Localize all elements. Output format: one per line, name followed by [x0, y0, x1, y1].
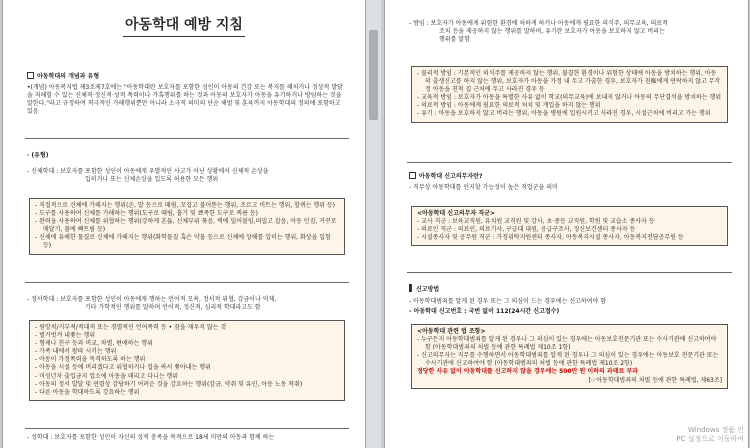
law-box-title: <아동학대 관련 법 조항>	[417, 328, 486, 335]
emotional-abuse-definition: - 정서학대 : 보호자를 포함한 성인이 아동에게 행하는 언어적 모욕, 정서적 위협, 감금이나 억제, 기타 가학적인 행위를 말하며 언어적, 정신적, 심리적 학대라고도 함	[27, 296, 277, 312]
document-title: 아동학대 예방 지침	[125, 17, 243, 33]
divider	[407, 272, 732, 273]
law-box	[411, 324, 728, 389]
physical-abuse-box	[29, 198, 345, 255]
list-item: - 벌거벗겨 내쫓는 행위	[35, 332, 96, 340]
list-item: - 신고의무자는 직무를 수행하면서 아동학대범죄를 알게 된 경우나 그 의심이 있는 경우에는 아동보호 전문기관 또는 수사기관에 신고하여야 함 (아동학대범죄의 처벌 등에 관한 특례법 제10조 2항)	[417, 352, 719, 368]
list-item: - 도구를 사용하여 신체를 가해하는 행위(도구로 때림, 흉기 및 뾰족한 도구로 찌름 등)	[35, 210, 258, 218]
list-item: - 신체에 유해한 물질로 신체에 가해지는 행위(화학물질 혹은 약물 등으로 신체에 상해를 입히는 행위, 화상을 입힘 등)	[35, 234, 331, 250]
document-page-right	[384, 0, 749, 448]
list-item: - 아동을 시설 등에 버리겠다고 위협하거나 집을 싸서 쫓아내는 행위	[35, 364, 211, 372]
section-heading-reporter: 아동학대 신고의무자란?	[409, 172, 728, 181]
list-item: - 의료인 직군 : 의료인, 의료기사, 구급대 대원, 응급구조사, 정신보건센터 종사자 등	[417, 226, 636, 234]
list-item: - 유기 : 아동을 보호하지 않고 버리는 행위, 아동을 병원에 입원시키고 사라진 경우, 시설근처에 버리고 가는 행위	[417, 110, 711, 118]
law-reference: [☞아동학대범죄의 처벌 등에 관한 특례법, 제63조]	[588, 376, 722, 384]
scrollbar-thumb[interactable]	[369, 30, 378, 120]
list-item: - 다른 아동을 학대하도록 강요하는 행위	[35, 388, 140, 396]
document-page-left	[2, 0, 366, 448]
divider	[25, 138, 349, 139]
divider	[407, 162, 732, 163]
list-item: - 누구든지 아동학대범죄를 알게 된 경우나 그 의심이 있는 경우에는 아동보호전문기관 또는 수사기관에 신고하여야 함 (아동학대범죄의 처벌 등에 관한 특례법 제10조 1항)	[417, 336, 717, 352]
law-warning: 정당한 사유 없이 아동학대를 신고하지 않을 경우에는 500만 원 이하의 과태료 부과	[417, 368, 638, 376]
list-item: - 가족 내에서 왕따 시키는 행위	[35, 348, 117, 356]
sexual-abuse-definition: - 성학대 : 보호자를 포함한 성인이 자신의 성적 충족을 목적으로 18세 미만의 아동과 함께 하는	[27, 434, 275, 441]
bar-bullet-icon	[409, 284, 412, 292]
reporter-description: - 직무상 아동학대를 인지할 가능성이 높은 직업군을 의미	[409, 184, 558, 191]
list-item: - 미성년자 출입금지 업소에 아동을 데리고 다니는 행위	[35, 372, 179, 380]
square-bullet-icon	[27, 72, 34, 79]
reporter-box-title: <아동학대 신고의무자 직군>	[417, 210, 495, 217]
neglect-definition: - 방임 : 보호자가 아동에게 위험한 환경에 처하게 하거나 아동에게 필요한 의식주, 의무교육, 의료적 조치 등을 제공하지 않는 행위를 말하며, 유기란 보호자가 아동을 보호하지 않고 버리는 행위를 말함	[409, 20, 668, 44]
divider	[25, 282, 349, 283]
vertical-scrollbar[interactable]	[366, 0, 381, 448]
report-instruction: - 아동학대범죄를 알게 된 경우 또는 그 의심이 드는 경우에는 신고하여야 함	[409, 298, 607, 305]
list-item: - 아동의 정서 발달 및 연령상 감당하기 어려운 것을 강요하는 행위(감금, 약취 및 유인, 아동 노동 착취)	[35, 380, 303, 388]
divider	[25, 428, 349, 429]
windows-activation-watermark: Windows 정품 인 PC 설정으로 이동하여	[676, 425, 744, 443]
section-heading-concept: 아동학대의 개념과 유형	[27, 72, 345, 81]
section-heading-report: 신고방법	[409, 284, 728, 294]
square-bullet-icon	[409, 172, 416, 179]
intro-paragraph: •(개념) 아동복지법 제3조제7호에는 "아동학대란 보호자를 포함한 성인이 아동의 건강 또는 복지를 해치거나 정상적 발달을 저해할 수 있는 신체적·정신적·성적 폭력이나 가혹행위를 하는 것과 아동의 보호자가 아동을 유기하거나 방임하는 것을 말한다."라고 규정하여 적극적인 가해행위뿐만 아니라 소극적 의미의 단순 체벌 및 훈육까지 아동학대의 정의에 포함하고 있음	[27, 84, 343, 116]
list-item: - 시설종사자 및 공무원 직군 : 가정위탁지원센터 종사자, 아동복지시설 종사자, 아동복지전담공무원 등	[417, 234, 684, 242]
list-item: - 의료적 방임 : 아동에게 필요한 의료적 처치 및 개입을 하지 않는 행위	[417, 102, 601, 110]
list-item: - 완력을 사용하여 신체를 위협하는 행위(강하게 흔듦, 신체부위 묶음, 벽에 밀어붙임,떠밀고 잡음, 아동 던짐, 거꾸로 매달기, 물에 빠트림 등)	[35, 218, 337, 234]
emotional-abuse-box	[29, 320, 345, 401]
title-underline	[123, 36, 245, 37]
report-phone: - 아동학대 신고번호 : 국번 없이 112(24시간 신고접수)	[409, 308, 560, 315]
list-item: - 교사 직군 : 보육교직원, 유치원 교직원 및 강사, 초·중등 교직원, 학원 및 교습소 종사자 등	[417, 218, 655, 226]
list-item: - 직접적으로 신체에 가해지는 행위(손, 발 등으로 때림, 꼬집고 물어뜯는 행위, 조르고 비트는 행위, 할퀴는 행위 등)	[35, 202, 336, 209]
list-item: - 아동이 가정폭력을 목격하도록 하는 행위	[35, 356, 146, 364]
types-header: · (유형)	[27, 152, 49, 159]
list-item: - 형제나 친구 등과 비교, 차별, 편애하는 행위	[35, 340, 153, 348]
list-item: - 물리적 방임 : 기본적인 의식주를 제공하지 않는 행위, 불결한 환경이나 위험한 상태에 아동을 방치하는 행위, 아동의 출생신고를 하지 않는 행위, 보호자가 아동을 가정 내 두고 가출한 경우, 보호자가 친権에게 연락하지 않고 무작정 아동을 친척 집 근처에 두고 사라진 경우 등	[417, 70, 721, 94]
reporter-box	[411, 206, 728, 246]
list-item: - 교육적 방임 : 보호자가 아동을 특별한 사유 없이 학교(의무교육)에 보내지 않거나 아동의 무단결석을 방치하는 행위	[417, 94, 722, 102]
physical-abuse-definition: - 신체학대 : 보호자를 포함한 성인이 아동에게 우발적인 사고가 아닌 상황에서 신체적 손상을 입히거나 또는 신체손상을 입도록 허용한 모든 행위	[27, 168, 269, 184]
neglect-box	[411, 66, 728, 123]
list-item: - 원망적/거부적/적대적 또는 경멸적인 언어폭력 등 • 잠을 재우지 않는 것	[35, 324, 227, 331]
